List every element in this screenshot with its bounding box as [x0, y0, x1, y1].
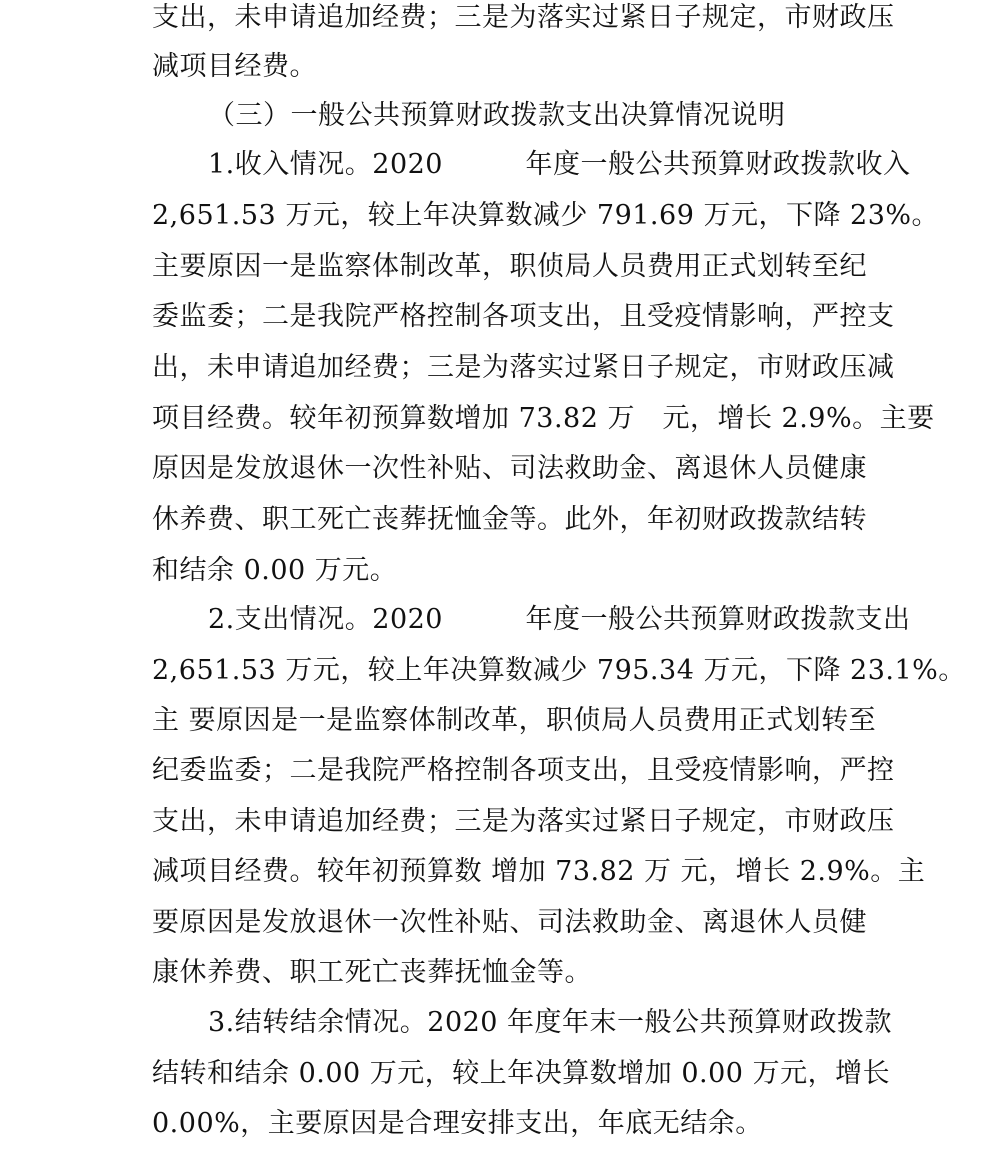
- text-line: 结转和结余 0.00 万元，较上年决算数增加 0.00 万元，增长: [152, 1058, 891, 1089]
- text-line: 委监委；二是我院严格控制各项支出，且受疫情影响，严控支: [152, 301, 895, 332]
- text-line: 2,651.53 万元，较上年决算数减少 795.34 万元，下降 23.1%。: [152, 655, 966, 686]
- text-line: 出，未申请追加经费；三是为落实过紧日子规定，市财政压减: [152, 352, 895, 383]
- section-heading: （三）一般公共预算财政拨款支出决算情况说明: [208, 100, 786, 131]
- text-line: 2.支出情况。2020 年度一般公共预算财政拨款支出: [208, 604, 911, 635]
- text-line: 主 要原因是一是监察体制改革，职侦局人员费用正式划转至: [152, 705, 877, 736]
- text-line: 要原因是发放退休一次性补贴、司法救助金、离退休人员健: [152, 907, 867, 938]
- text-line: 休养费、职工死亡丧葬抚恤金等。此外，年初财政拨款结转: [152, 504, 867, 535]
- text-line: 支出，未申请追加经费；三是为落实过紧日子规定，市财政压: [152, 2, 895, 33]
- text-line: 减项目经费。: [152, 51, 317, 82]
- text-line: 0.00%，主要原因是合理安排支出，年底无结余。: [152, 1108, 763, 1139]
- text-line: 原因是发放退休一次性补贴、司法救助金、离退休人员健康: [152, 453, 867, 484]
- text-line: 和结余 0.00 万元。: [152, 555, 398, 586]
- text-line: 支出，未申请追加经费；三是为落实过紧日子规定，市财政压: [152, 806, 895, 837]
- text-line: 康休养费、职工死亡丧葬抚恤金等。: [152, 957, 592, 988]
- text-line: 2,651.53 万元，较上年决算数减少 791.69 万元，下降 23%。: [152, 200, 940, 231]
- text-line: 项目经费。较年初预算数增加 73.82 万 元，增长 2.9%。主要: [152, 403, 935, 434]
- text-line: 主要原因一是监察体制改革，职侦局人员费用正式划转至纪: [152, 251, 867, 282]
- text-line: 1.收入情况。2020 年度一般公共预算财政拨款收入: [208, 149, 911, 180]
- text-line: 3.结转结余情况。2020 年度年末一般公共预算财政拨款: [208, 1007, 893, 1038]
- text-line: 减项目经费。较年初预算数 增加 73.82 万 元，增长 2.9%。主: [152, 856, 926, 887]
- text-line: 纪委监委；二是我院严格控制各项支出，且受疫情影响，严控: [152, 755, 895, 786]
